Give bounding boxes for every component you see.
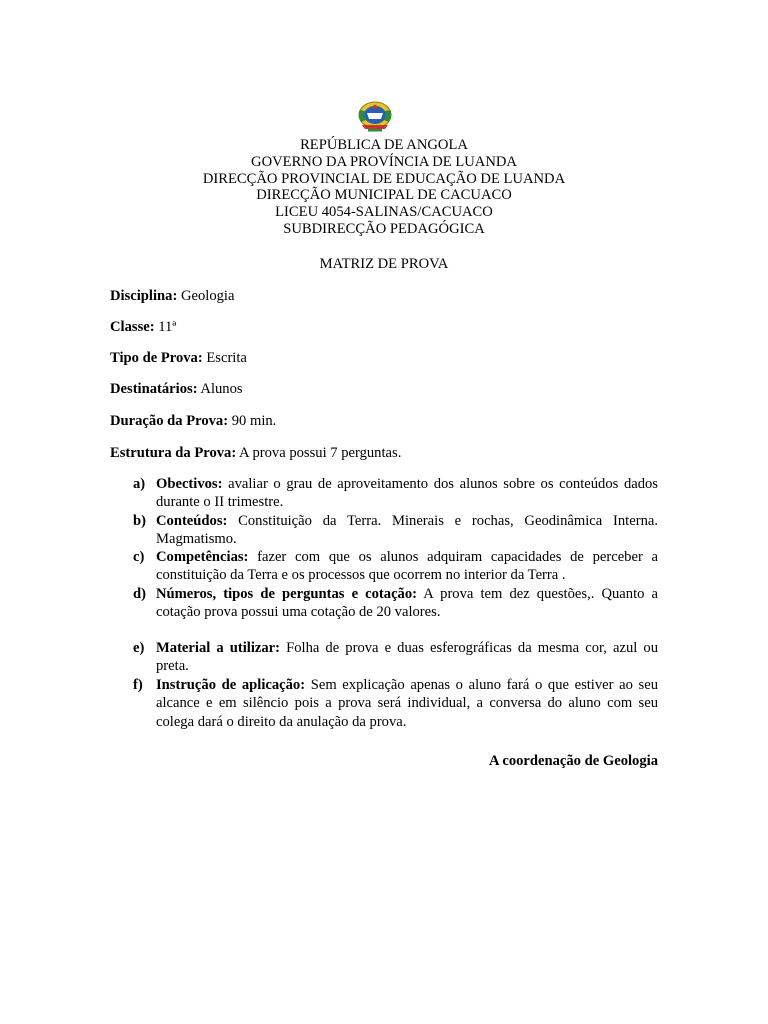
list-item-text: Sem explicação apenas o aluno fará o que estiver ao seu alcance e em silêncio pois a prova será individual, a conversa do aluno com seu colega dará o direito da anulação da prova. (156, 677, 658, 730)
field-label: Estrutura da Prova: (110, 445, 237, 461)
field-value: A prova possui 7 perguntas. (236, 445, 402, 461)
document-title: MATRIZ DE PROVA (319, 256, 449, 272)
field-destinatarios (110, 381, 243, 398)
field-label: Tipo de Prova: (110, 350, 203, 366)
list-item-text: avaliar o grau de aproveitamento dos alunos sobre os conteúdos dados durante o II trimestre. (156, 476, 658, 511)
field-value: Geologia (177, 288, 235, 304)
field-value: Alunos (197, 381, 243, 397)
field-label: Disciplina: (110, 288, 178, 304)
field-value: 11ª (154, 319, 177, 335)
list-item-objectives (110, 475, 658, 512)
list-marker: e) (133, 640, 145, 656)
list-item-label: Material a utilizar: (156, 640, 281, 656)
list-item-text: Folha de prova e duas esferográficas da mesma cor, azul ou preta. (156, 640, 658, 675)
field-tipo-de-prova (110, 350, 247, 367)
header-line-municipal-direction: DIRECÇÃO MUNICIPAL DE CACUACO (256, 187, 512, 204)
signature-line: A coordenação de Geologia (488, 753, 658, 769)
list-marker: c) (133, 549, 145, 565)
field-estrutura (110, 445, 401, 462)
list-item-text: A prova tem dez questões,. Quanto a cotação prova possui uma cotação de 20 valores. (156, 586, 659, 621)
field-label: Destinatários: (110, 381, 198, 397)
header-line-school: LICEU 4054-SALINAS/CACUACO (275, 204, 493, 221)
list-item-contents (110, 512, 658, 549)
list-item-questions (110, 585, 658, 622)
header-line-republic: REPÚBLICA DE ANGOLA (300, 137, 468, 153)
list-marker: d) (133, 586, 146, 602)
field-classe (110, 319, 176, 336)
field-value: Escrita (202, 350, 247, 366)
list-item-label: Instrução de aplicação: (156, 677, 306, 693)
list-item-label: Números, tipos de perguntas e cotação: (156, 586, 418, 602)
header-line-province-government: GOVERNO DA PROVÍNCIA DE LUANDA (251, 153, 517, 170)
list-marker: f) (133, 677, 143, 693)
list-item-label: Obectivos: (156, 476, 223, 492)
header-line-subdirection: SUBDIRECÇÃO PEDAGÓGICA (283, 220, 485, 237)
field-duracao (110, 413, 276, 430)
field-disciplina (110, 288, 234, 305)
document-header (0, 137, 768, 238)
list-item-label: Conteúdos: (156, 513, 228, 529)
list-item-instructions (110, 676, 658, 731)
field-label: Classe: (110, 319, 155, 335)
field-label: Duração da Prova: (110, 413, 229, 429)
list-marker: a) (133, 476, 146, 492)
list-item-label: Competências: (156, 549, 249, 565)
list-item-materials (110, 639, 658, 676)
list-item-text: fazer com que os alunos adquiram capacidades de perceber a constituição da Terra e os processos que ocorrem no interior da Terra . (156, 549, 658, 584)
list-marker: b) (133, 513, 146, 529)
angola-emblem-icon (354, 100, 396, 134)
header-line-provincial-education: DIRECÇÃO PROVINCIAL DE EDUCAÇÃO DE LUANDA (202, 170, 566, 187)
field-value: 90 min. (228, 413, 277, 429)
list-item-text: Constituição da Terra. Minerais e rochas, Geodinâmica Interna. Magmatismo. (156, 513, 658, 548)
list-item-competences (110, 548, 658, 585)
